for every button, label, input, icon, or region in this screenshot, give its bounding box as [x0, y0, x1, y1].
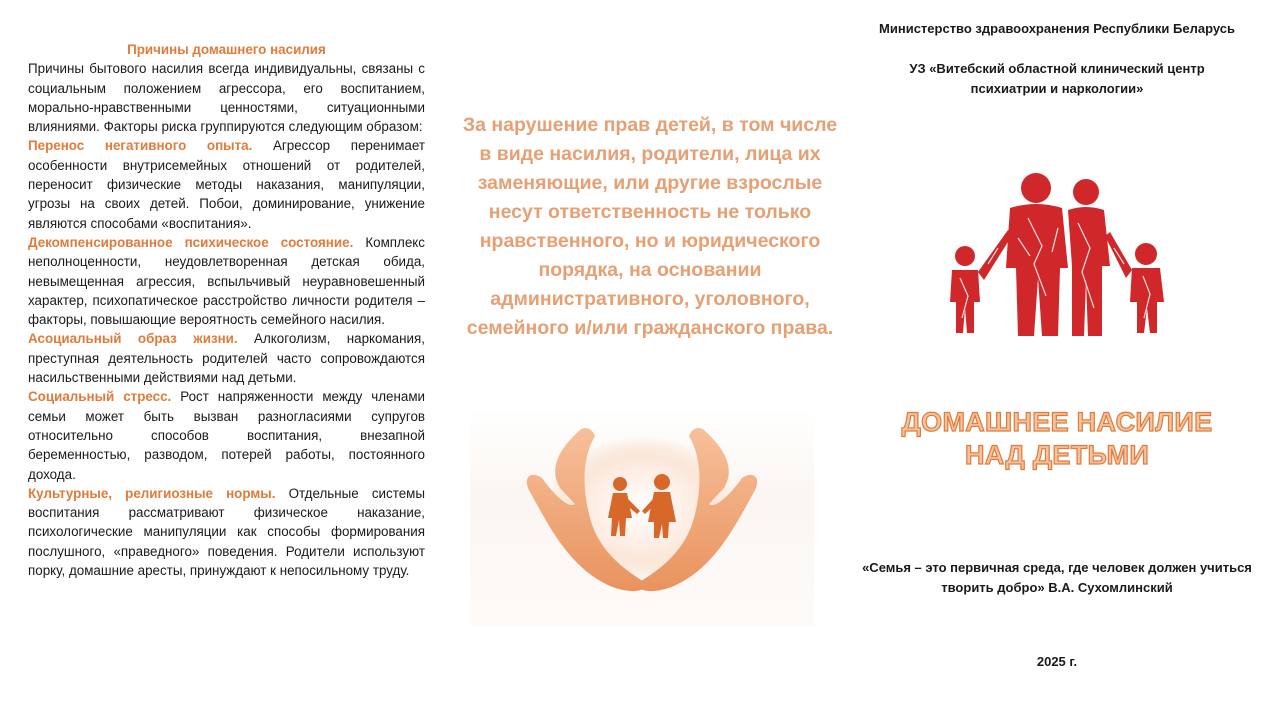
title-line-1: ДОМАШНЕЕ НАСИЛИЕ — [901, 407, 1213, 437]
family-illustration — [938, 168, 1178, 338]
organization-line-1: УЗ «Витебский областной клинический центр — [909, 61, 1205, 76]
cause-heading: Перенос негативного опыта. — [28, 138, 253, 154]
causes-intro — [28, 59, 425, 136]
cause-item — [28, 136, 425, 232]
causes-intro-text: Причины бытового насилия всегда индивидуальны, связаны с социальным положением агрессора, его воспитанием, морально-нравственными ценностями, ситуационными влияниями. Факторы риска группируются следующим образом: — [28, 61, 425, 135]
title-line-2: НАД ДЕТЬМИ — [964, 440, 1150, 470]
family-silhouette — [950, 173, 1164, 336]
cause-item — [28, 484, 425, 580]
cause-item — [28, 329, 425, 387]
organization-name — [860, 59, 1254, 99]
cause-text: Комплекс неполноценности, неудовлетворенная детская обида, невымещенная агрессия, вспыльчивый неуравновешенный характер, психопатическое расстройство личности родителя – факторы, повышающие вероятность семейного насилия. — [28, 234, 425, 328]
cause-item — [28, 387, 425, 483]
ministry-name: Министерство здравоохранения Республики Беларусь — [879, 21, 1235, 36]
cause-heading: Социальный стресс. — [28, 389, 172, 405]
organization-line-2: психиатрии и наркологии» — [970, 81, 1144, 96]
cause-heading: Декомпенсированное психическое состояние. — [28, 234, 354, 250]
causes-title: Причины домашнего насилия — [127, 42, 326, 57]
cause-text: Алкоголизм, наркомания, преступная деятельность родителей часто сопровождаются насильственными действиями над детьми. — [28, 331, 425, 386]
brochure-title — [860, 406, 1254, 472]
cause-heading: Культурные, религиозные нормы. — [28, 485, 276, 501]
protecting-hands-illustration — [470, 408, 814, 626]
responsibility-statement: За нарушение прав детей, в том числе в виде насилия, родители, лица их заменяющие, или другие взрослые несут ответственность не только нравственного, но и юридического порядка, на основании административного, уголовного, семейного и/или гражданского права. — [462, 114, 838, 339]
sukhomlinsky-quote: «Семья – это первичная среда, где человек должен учиться творить добро» В.А. Сухомлинский — [862, 560, 1252, 595]
cause-heading: Асоциальный образ жизни. — [28, 331, 238, 347]
cause-item — [28, 233, 425, 329]
cause-text: Агрессор перенимает особенности внутрисемейных отношений от родителей, переносит физические методы наказания, манипуляции, угрозы на своих детей. Побои, доминирование, унижение являются способами «воспитания». — [28, 138, 425, 231]
cause-text: Отдельные системы воспитания рассматривают физическое наказание, психологические манипуляции как способы формирования послушного, «праведного» поведения. Родители используют порку, домашние аресты, принуждают к непосильному труду. — [28, 485, 425, 579]
publication-year: 2025 г. — [1036, 654, 1078, 669]
cause-text: Рост напряженности между членами семьи может быть вызван разногласиями супругов относительно способов воспитания, внезапной беременностью, разводом, потерей работы, постоянного дохода. — [28, 389, 426, 482]
causes-column — [28, 40, 425, 580]
